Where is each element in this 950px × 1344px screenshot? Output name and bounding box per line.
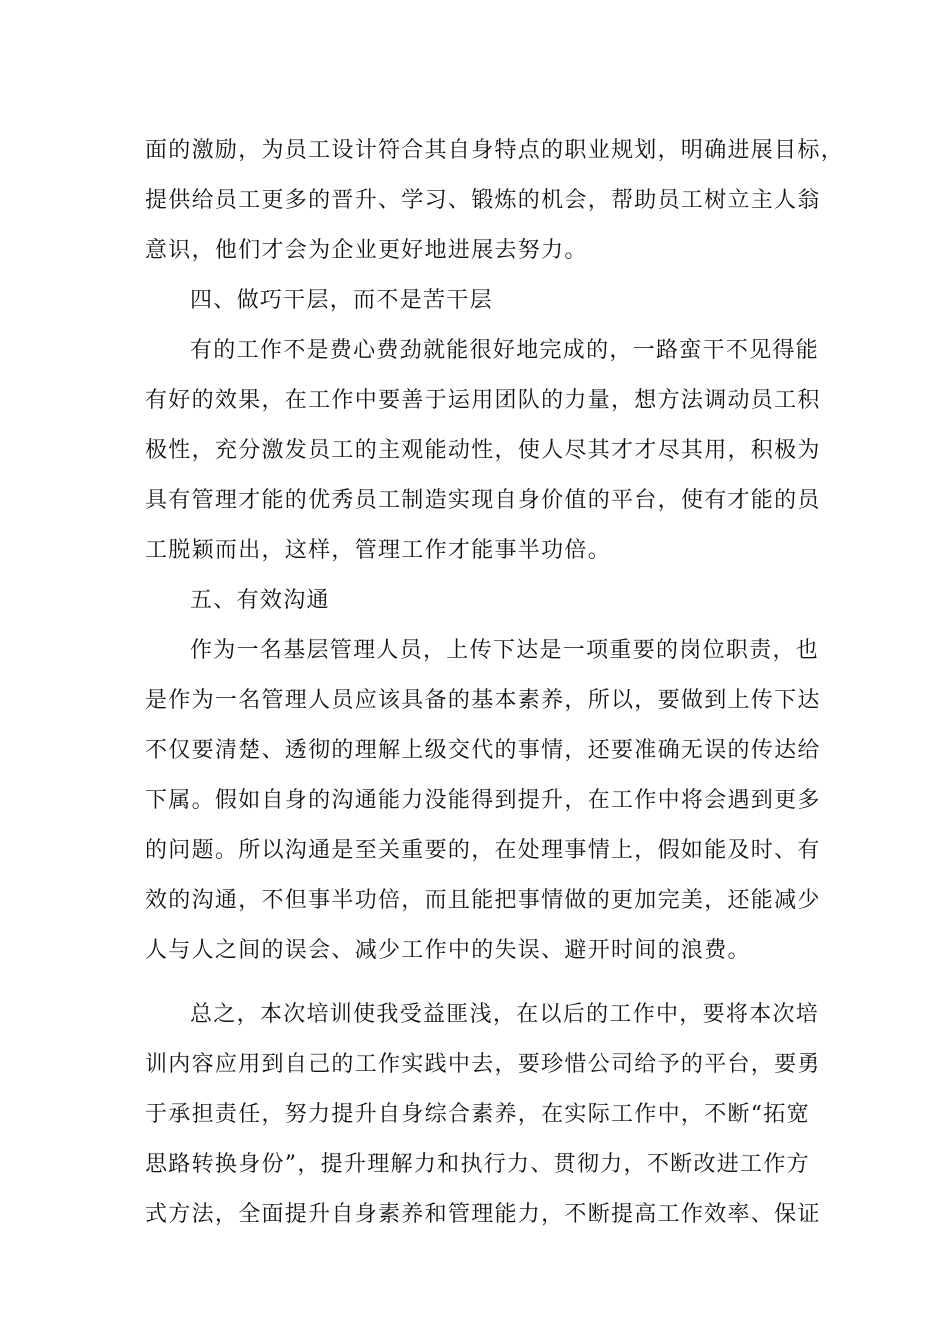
body-text-line: 思路转换身份”，提升理解力和执行力、贯彻力，不断改进工作方	[145, 1152, 810, 1177]
body-text-line: 有好的效果，在工作中要善于运用团队的力量，想方法调动员工积	[145, 388, 821, 413]
body-text-line: 作为一名基层管理人员，上传下达是一项重要的岗位职责，也	[190, 638, 820, 663]
body-text-line: 具有管理才能的优秀员工制造实现自身价值的平台，使有才能的员	[145, 488, 821, 513]
body-text-line: 的问题。所以沟通是至关重要的，在处理事情上，假如能及时、有	[145, 838, 821, 863]
section-heading: 四、做巧干层，而不是苦干层	[190, 288, 493, 313]
body-text-line: 于承担责任，努力提升自身综合素养，在实际工作中，不断“拓宽	[145, 1102, 810, 1127]
body-text-line: 总之，本次培训使我受益匪浅，在以后的工作中，要将本次培	[190, 1002, 820, 1027]
body-text-line: 下属。假如自身的沟通能力没能得到提升，在工作中将会遇到更多	[145, 788, 821, 813]
body-text-line: 效的沟通，不但事半功倍，而且能把事情做的更加完美，还能减少	[145, 888, 821, 913]
body-text-line: 训内容应用到自己的工作实践中去，要珍惜公司给予的平台，要勇	[145, 1052, 821, 1077]
body-text-line: 极性，充分激发员工的主观能动性，使人尽其才才尽其用，积极为	[145, 438, 821, 463]
body-text-line: 有的工作不是费心费劲就能很好地完成的，一路蛮干不见得能	[190, 338, 820, 363]
body-text-line: 意识，他们才会为企业更好地进展去努力。	[145, 238, 588, 263]
body-text-line: 人与人之间的误会、减少工作中的失误、避开时间的浪费。	[145, 938, 751, 963]
body-text-line: 不仅要清楚、透彻的理解上级交代的事情，还要准确无误的传达给	[145, 738, 821, 763]
body-text-line: 提供给员工更多的晋升、学习、锻炼的机会，帮助员工树立主人翁	[145, 188, 821, 213]
body-text-line: 式方法，全面提升自身素养和管理能力，不断提高工作效率、保证	[145, 1202, 821, 1227]
section-heading: 五、有效沟通	[190, 588, 330, 613]
body-text-line: 面的激励，为员工设计符合其自身特点的职业规划，明确进展目标，	[145, 138, 845, 163]
body-text-line: 工脱颖而出，这样，管理工作才能事半功倍。	[145, 538, 612, 563]
body-text-line: 是作为一名管理人员应该具备的基本素养，所以，要做到上传下达	[145, 688, 821, 713]
